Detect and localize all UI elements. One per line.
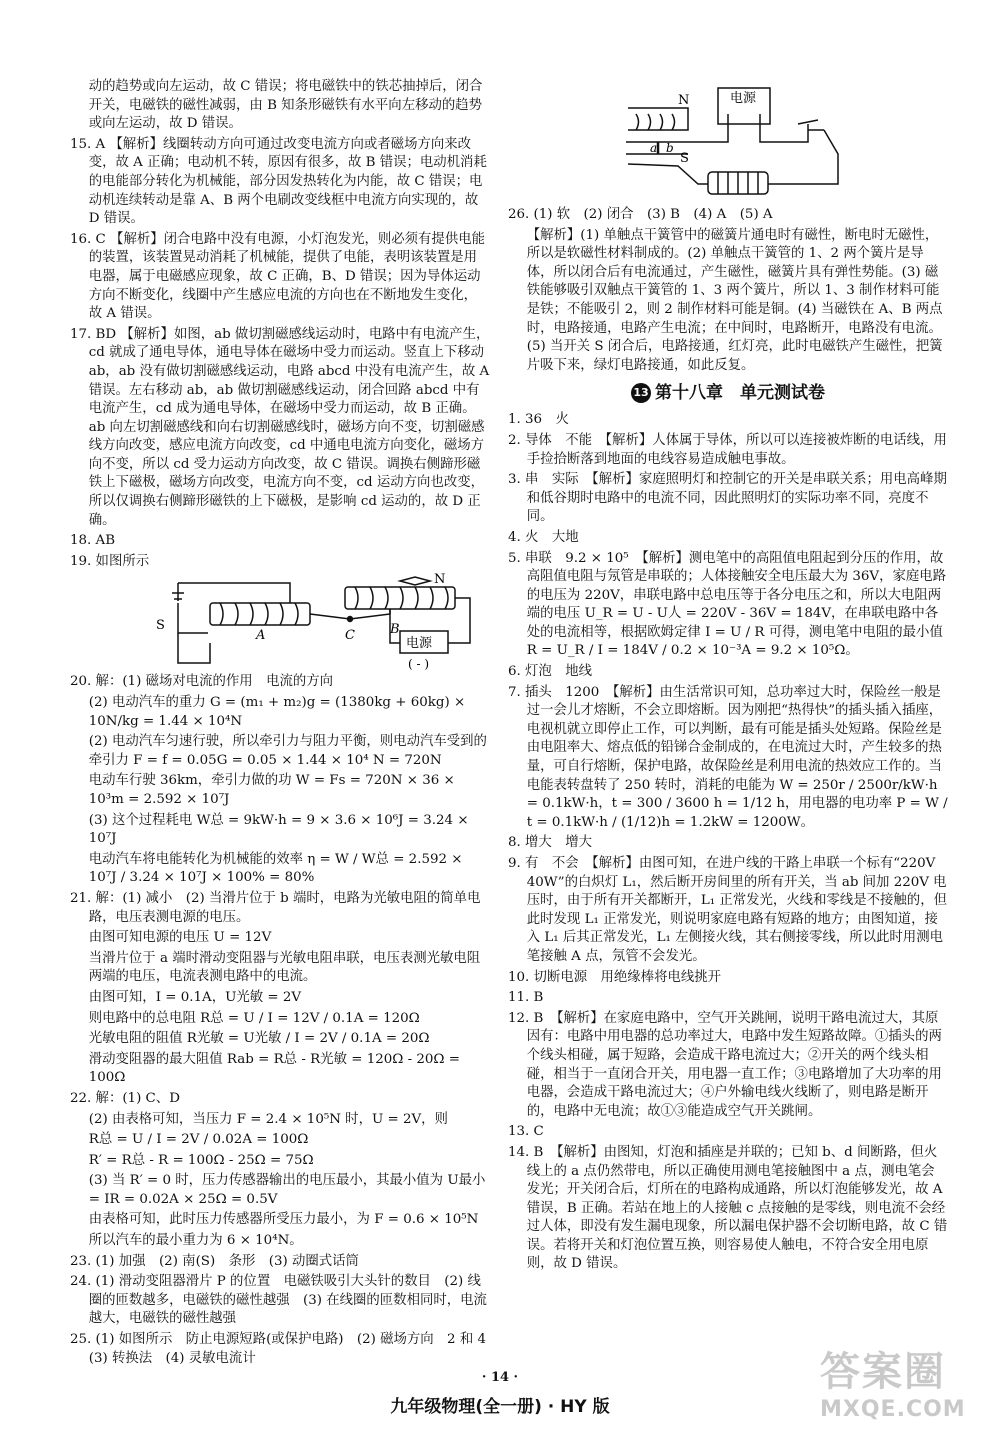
answer-18: 18. AB [70, 533, 116, 549]
answer-20-line: (2) 电动汽车的重力 G = (m₁ + m₂)g = (1380kg + 60kg) × 10N/kg = 1.44 × 10⁴N [88, 695, 466, 729]
answer-21-line: 当滑片位于 a 端时滑动变阻器与光敏电阻串联，电压表测光敏电阻两端的电压，电流表测电路中的电流。 [88, 950, 481, 985]
answer-20-line: 电动车行驶 36km，牵引力做的功 W = Fs = 720N × 36 × 10³m = 2.592 × 10⁷J [88, 773, 455, 807]
chapter-number-badge: 13 [631, 383, 651, 403]
answer-20-line: (3) 这个过程耗电 W总 = 9kW·h = 9 × 3.6 × 10⁶J = 3.24 × 10⁷J [88, 812, 469, 847]
figure-19-circuit [70, 573, 490, 673]
chapter-title: 第十八章 单元测试卷 [655, 383, 825, 404]
answer-17: 17. BD 【解析】如图，ab 做切割磁感线运动时，电路中有电流产生，cd 就成了通电导体，通电导体在磁场中受力而运动。竖直上下移动 ab，ab 没有做切割磁感线运动，电路 abcd 中没有电流产生，故 A 错误。左右移动 ab，ab 做切割磁感线运动，闭合回路 abcd 中有电流产生，cd 成为通电导体，在磁场中受力而运动，故 B 正确。ab 向左切割磁感线和向右切割磁感线时，磁场方向不变，切割磁感线方向改变，感应电流方向改变，cd 中通电电流方向变化，磁场方向不变，所以 cd 受力运动方向改变，故 C 错误。调换右侧蹄形磁铁上下磁极，磁场方向改变，电流方向不变，cd 运动方向也改变，所以仅调换右侧蹄形磁铁的上下磁极，是影响 cd 运动的，故 D 正确。 [70, 326, 490, 528]
answer-item: 3. 串 实际 【解析】家庭照明灯和控制它的开关是串联关系；用电高峰期和低谷期时电路中的电流不同，因此照明灯的实际功率不同，亮度不同。 [508, 472, 947, 525]
answer-21-line: 光敏电阻的阻值 R光敏 = U光敏 / I = 2V / 0.1A = 20Ω [88, 1031, 430, 1047]
answer-19: 19. 如图所示 [70, 553, 150, 569]
answer-item: 1. 36 火 [508, 412, 569, 428]
answer-item: 9. 有 不会 【解析】由图可知，在进户线的干路上串联一个标有“220V 40W”的白炽灯 L₁，然后断开房间里的所有开关，当 ab 间加 220V 电压时，由于所有开关都断开，L₁ 正常发光，火线和零线是不接触的，但此时发现 L₁ 正常发光，则说明家庭电路有短路的地方；由图知道，接入 L₁ 后其正常发光，L₁ 左侧接火线，其右侧接零线，所以此时用测电笔接触 A 点，氖管不会发光。 [508, 856, 949, 964]
answer-item: 7. 插头 1200 【解析】由生活常识可知，总功率过大时，保险丝一般是过一会儿才熔断，不会立即熔断。因为刚把“热得快”的插头插入插座，电视机就立即停止工作，可以判断，最有可能是插头处短路。保险丝是由电阻率大、熔点低的铅锑合金制成的，在电流过大时，产生较多的热量，可自行熔断，保护电路，故保险丝是利用电流的热效应工作的。当电能表转盘转了 250 转时，消耗的电能为 W = 250r / 2500r/kW·h = 0.1kW·h，t = 300 / 3600 h = 1/12 h，用电器的电功率 P = W / t = 0.1kW·h / (1/12)h = 1.2kW = 1200W。 [508, 684, 948, 830]
answer-21-line: 21. 解：(1) 减小 (2) 当滑片位于 b 端时，电路为光敏电阻的简单电路，电压表测电源的电压。 [70, 890, 481, 925]
answer-item: 14. B 【解析】由图知，灯泡和插座是并联的；已知 b、d 间断路，但火线上的 a 点仍然带电，所以正确使用测电笔接触图中 a 点，测电笔会发光；开关闭合后，灯所在的电路构成通路，所以灯泡能够发光，故 A 错误，B 正确。若站在地上的人接触 c 点接触的是零线，则电流不会经过人体，即没有发生漏电现象，所以漏电保护器不会切断电路，故 C 错误。若将开关和灯泡位置互换，则容易使人触电，不符合安全用电原则，故 D 错误。 [508, 1144, 948, 1272]
book-title: 九年级物理(全一册) · HY 版 [390, 1397, 610, 1417]
watermark-text: 答案圈 [820, 1349, 946, 1395]
answer-item: 5. 串联 9.2 × 10⁵ 【解析】测电笔中的高阻值电阻起到分压的作用，故高阻值电阻与氖管是串联的；人体接触安全电压最大为 36V，家庭电路的电压为 220V，串联电路中总电压等于各分电压之和，所以大电阻两端的电压 U_R = U - U人 = 220V - 36V = 184V，在串联电路中各处的电流相等，根据欧姆定律 I = U / R 可得，测电笔中电阻的最小值 R = U_R / I = 184V / 0.2 × 10⁻³A = 9.2 × 10⁵Ω。 [508, 550, 947, 659]
answer-continuation: 动的趋势或向左运动，故 C 错误；将电磁铁中的铁芯抽掉后，闭合开关，电磁铁的磁性减弱，由 B 知条形磁铁有水平向左移动的趋势或向左运动，故 D 错误。 [88, 79, 483, 132]
fig25-label-b: b [666, 141, 674, 155]
fig19-label-B: B [390, 622, 400, 638]
answer-25: 25. (1) 如图所示 防止电源短路(或保护电路) (2) 磁场方向 2 和 4 (3) 转换法 (4) 灵敏电流计 [70, 1332, 500, 1366]
answer-21-line: 滑动变阻器的最大阻值 Rab = R总 - R光敏 = 120Ω - 20Ω = 100Ω [88, 1051, 461, 1086]
watermark-domain: MXQE.COM [820, 1397, 966, 1422]
answer-22-line: 由表格可知，此时压力传感器所受压力最小，为 F = 0.6 × 10⁵N [88, 1212, 479, 1228]
answer-21-line: 由图可知电源的电压 U = 12V [88, 930, 272, 946]
answer-22-line: 所以汽车的最小重力为 6 × 10⁴N。 [88, 1233, 303, 1249]
fig19-label-A: A [256, 628, 266, 644]
fig19-label-S: S [156, 618, 165, 634]
answer-item: 2. 导体 不能 【解析】人体属于导体，所以可以连接被炸断的电话线，用手捡拾断落到地面的电线容易造成触电事故。 [508, 432, 947, 467]
answer-item: 13. C [508, 1124, 544, 1140]
left-column [70, 78, 500, 1370]
answer-item: 11. B [508, 990, 544, 1006]
answer-22-line: R总 = U / I = 2V / 0.02A = 100Ω [88, 1132, 309, 1148]
answer-23: 23. (1) 加强 (2) 南(S) 条形 (3) 动圈式话筒 [70, 1253, 359, 1269]
page-number: · 14 · [481, 1370, 519, 1385]
figure-25-circuit [508, 84, 948, 206]
answer-item: 10. 切断电源 用绝缘棒将电线挑开 [508, 969, 722, 985]
answer-item: 4. 火 大地 [508, 529, 579, 545]
answer-15: 15. A 【解析】线圈转动方向可通过改变电流方向或者磁场方向来改变，故 A 正确；电动机不转，原因有很多，故 B 错误；电动机消耗的电能部分转化为机械能，部分因发热转化为内能，故 C 错误；电动机连续转动是靠 A、B 两个电刷改变线框中电流方向实现的，故 D 错误。 [70, 136, 487, 227]
answer-22-line: R′ = R总 - R = 100Ω - 25Ω = 75Ω [88, 1152, 314, 1168]
answer-21 [70, 890, 490, 1088]
answer-22-line: (2) 由表格可知，当压力 F = 2.4 × 10⁵N 时，U = 2V，则 [88, 1111, 448, 1127]
fig19-source-label: 电源 [406, 636, 433, 652]
fig19-label-C: C [345, 628, 355, 644]
right-column [508, 84, 948, 1276]
fig25-label-N: N [678, 93, 690, 108]
answer-item: 6. 灯泡 地线 [508, 664, 592, 680]
answer-16: 16. C 【解析】闭合电路中没有电源，小灯泡发光，则必须有提供电能的装置，该装置晃动消耗了机械能，提供了电能，表明该装置是用电器，属于电磁感应现象，故 C 正确，B、D 错误；因为导体运动方向不断变化，线圈中产生感应电流的方向也在不断地发生变化，故 A 错误。 [70, 231, 485, 322]
figure-19-svg [70, 573, 490, 673]
chapter-heading [508, 383, 948, 403]
fig25-source-label: 电源 [730, 91, 757, 106]
fig19-label-N: N [434, 573, 446, 588]
fig25-label-a: a [650, 141, 658, 155]
watermark-logo [820, 1340, 990, 1430]
answer-20-line: 20. 解：(1) 磁场对电流的作用 电流的方向 [70, 674, 334, 690]
answer-26: 26. (1) 软 (2) 闭合 (3) B (4) A (5) A [508, 207, 773, 222]
answer-22-line: (3) 当 R′ = 0 时，压力传感器输出的电压最小，其最小值为 U最小 = IR = 0.02A × 25Ω = 0.5V [88, 1173, 486, 1207]
answer-item: 12. B 【解析】在家庭电路中，空气开关跳闸，说明干路电流过大，其原因有：电路中用电器的总功率过大，电路中发生短路故障。①插头的两个线头相碰，属于短路，会造成干路电流过大；②开关的两个线头相碰，相当于一直闭合开关，用电器一直工作；③电路增加了大功率的用电器，会造成干路电流过大；④户外输电线火线断了，则电路是断开的，电路中无电流；故①③能造成空气开关跳闸。 [508, 1010, 942, 1119]
answer-20-line: (2) 电动汽车匀速行驶，所以牵引力与阻力平衡，则电动汽车受到的牵引力 F = f = 0.05G = 0.05 × 1.44 × 10⁴ N = 720N [88, 734, 487, 768]
answer-22 [70, 1090, 490, 1251]
figure-25-svg [508, 84, 948, 206]
fig25-label-S: S [680, 151, 689, 166]
answer-22-line: 22. 解：(1) C、D [70, 1090, 180, 1106]
answer-24: 24. (1) 滑动变阻器滑片 P 的位置 电磁铁吸引大头针的数目 (2) 线圈的匝数越多，电磁铁的磁性越强 (3) 在线圈的匝数相同时，电流越大，电磁铁的磁性越强 [70, 1274, 487, 1327]
answer-item: 8. 增大 增大 [508, 835, 592, 851]
answer-20 [70, 673, 490, 888]
answer-20-line: 电动汽车将电能转化为机械能的效率 η = W / W总 = 2.592 × 10⁷J / 3.24 × 10⁷J × 100% = 80% [88, 851, 463, 886]
fig19-minus-label: ( - ) [408, 657, 430, 672]
answer-26-analysis: 【解析】(1) 单触点干簧管中的磁簧片通电时有磁性，断电时无磁性，所以是软磁性材料制成的。(2) 单触点干簧管的 1、2 两个簧片是导体，所以闭合后有电流通过，产生磁性，磁簧片具有弹性势能。(3) 磁铁能够吸引双触点干簧管的 1、3 两个簧片，所以 1、3 制作材料可能是铁；不能吸引 2，则 2 制作材料可能是铜。(4) 当磁铁在 A、B 两点时，电路接通，电路产生电流；在中间时，电路断开，电路没有电流。(5) 当开关 S 闭合后，电路接通，红灯亮，此时电磁铁产生磁性，把簧片吸下来，绿灯电路接通，如此反复。 [526, 227, 943, 373]
answer-21-line: 则电路中的总电阻 R总 = U / I = 12V / 0.1A = 120Ω [88, 1010, 420, 1026]
answer-21-line: 由图可知，I = 0.1A，U光敏 = 2V [88, 989, 302, 1005]
